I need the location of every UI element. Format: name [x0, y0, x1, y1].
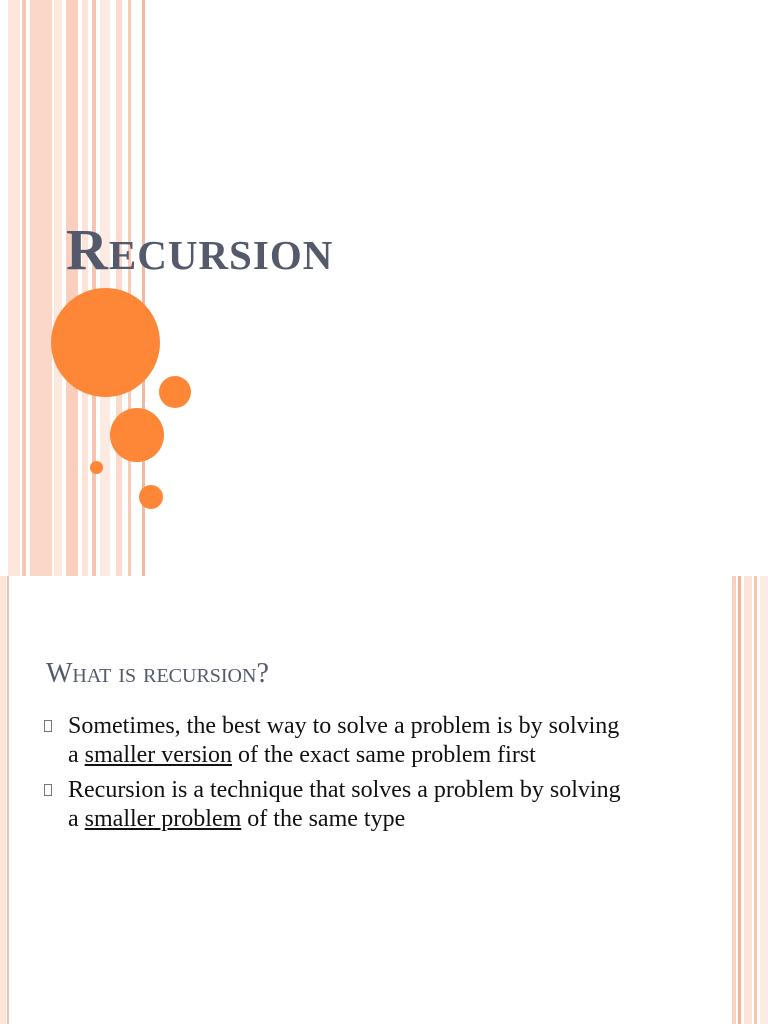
content-slide — [0, 576, 768, 1024]
bullet-line — [68, 805, 704, 834]
decorative-stripe — [7, 576, 9, 1024]
bullet-item — [44, 776, 704, 834]
decorative-stripe — [732, 576, 736, 1024]
decorative-stripe — [128, 0, 131, 576]
underlined-term: smaller version — [84, 742, 232, 768]
decorative-stripe — [22, 0, 26, 576]
decorative-stripe — [30, 0, 52, 576]
slide-heading: What is recursion? — [46, 658, 269, 689]
text-fragment: a — [68, 806, 85, 832]
decorative-circle-medium — [110, 408, 164, 462]
decorative-circle-small — [139, 485, 163, 509]
decorative-stripe — [116, 0, 122, 576]
decorative-stripe — [8, 0, 20, 576]
decorative-stripe — [738, 576, 741, 1024]
bullet-line: Recursion is a technique that solves a problem by solving — [68, 777, 621, 803]
bullet-item — [44, 712, 704, 770]
bullet-line: Sometimes, the best way to solve a problem is by solving — [68, 713, 620, 739]
decorative-stripe — [760, 576, 768, 1024]
square-bullet-icon — [44, 784, 52, 796]
decorative-circle-small — [159, 376, 191, 408]
text-fragment: of the same type — [241, 806, 406, 832]
text-fragment: of the exact same problem first — [231, 742, 536, 768]
decorative-stripe — [54, 0, 62, 576]
bullet-line — [68, 741, 704, 770]
decorative-circle-tiny — [90, 461, 103, 474]
slide-title: Recursion — [66, 217, 334, 282]
square-bullet-icon — [44, 720, 52, 732]
decorative-stripe — [0, 576, 6, 1024]
decorative-circle-large — [51, 288, 160, 397]
decorative-stripe — [744, 576, 752, 1024]
decorative-stripe — [66, 0, 78, 576]
bullet-list — [44, 712, 704, 840]
underlined-term: smaller problem — [84, 806, 242, 832]
text-fragment: a — [68, 742, 85, 768]
decorative-stripe — [754, 576, 757, 1024]
decorative-stripe — [82, 0, 88, 576]
